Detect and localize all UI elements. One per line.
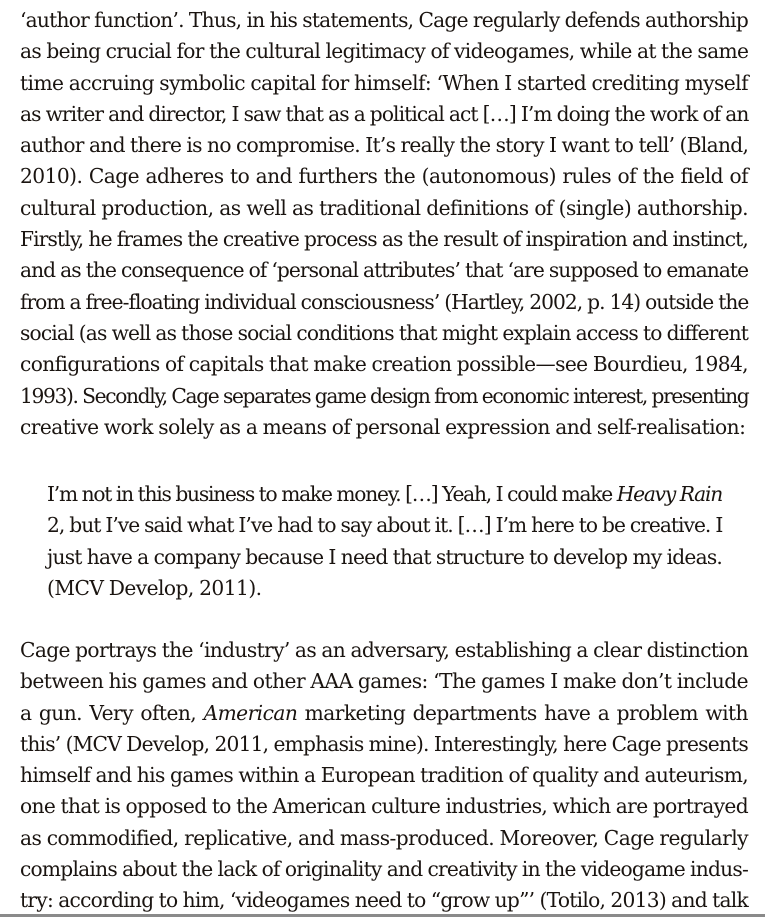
- paragraph-authorship: [20, 5, 748, 443]
- text-line: from a free-floating individual consciousness’ (Hartley, 2002, p. 14) outside the: [20, 289, 749, 314]
- text-line: one that is opposed to the American culture industries, which are portrayed: [20, 794, 748, 819]
- text-line: ‘author function’. Thus, in his statements, Cage regularly defends authorship: [20, 8, 748, 32]
- text-line: time accruing symbolic capital for himself: ‘When I started crediting myself: [20, 70, 748, 95]
- quote-citation: (MCV Develop, 2011).: [47, 575, 262, 600]
- text-line: and as the consequence of ‘personal attributes’ that ‘are supposed to emanate: [20, 258, 749, 283]
- quote-line: just have a company because I need that structure to develop my ideas.: [47, 544, 723, 569]
- emphasis-american: American: [203, 700, 298, 725]
- text-line: Cage portrays the ‘industry’ as an adversary, establishing a clear distinction: [20, 638, 749, 662]
- text-run: marketing departments have a problem with: [297, 700, 748, 725]
- text-run: a gun. Very often,: [20, 700, 204, 725]
- paragraph-industry: [20, 635, 748, 917]
- text-line: cultural production, as well as traditional definitions of (single) authorship.: [20, 195, 748, 220]
- game-title-heavy-rain: Heavy Rain: [616, 482, 722, 506]
- block-quote: [47, 479, 722, 604]
- text-line: this’ (MCV Develop, 2011, emphasis mine). Interestingly, here Cage presents: [20, 731, 748, 756]
- text-line: himself and his games within a European tradition of quality and auteurism,: [20, 763, 748, 788]
- text-line: as being crucial for the cultural legitimacy of videogames, while at the same: [20, 39, 749, 64]
- text-line: as writer and director, I saw that as a political act […] I’m doing the work of an: [20, 101, 749, 126]
- text-line: try: according to him, ‘videogames need to “grow up”’ (Totilo, 2013) and talk: [20, 888, 749, 913]
- text-line: complains about the lack of originality and creativity in the videogame indus-: [20, 857, 748, 882]
- text-line: Firstly, he frames the creative process as the result of inspiration and instinct,: [20, 227, 748, 252]
- text-line: 1993). Secondly, Cage separates game design from economic interest, presenting: [20, 383, 749, 408]
- text-line: as commodified, replicative, and mass-produced. Moreover, Cage regularly: [20, 825, 748, 850]
- quote-line: 2, but I’ve said what I’ve had to say about it. […] I’m here to be creative. I: [47, 513, 723, 538]
- quote-line: [47, 479, 722, 510]
- text-line: 2010). Cage adheres to and furthers the (autonomous) rules of the field of: [20, 164, 748, 189]
- text-line: between his games and other AAA games: ‘The games I make don’t include: [20, 669, 748, 694]
- quote-text: I’m not in this business to make money. […] Yeah, I could make: [47, 482, 617, 506]
- text-line: [20, 698, 748, 729]
- text-line: social (as well as those social conditions that might explain access to different: [20, 320, 748, 345]
- text-line: creative work solely as a means of personal expression and self-realisation:: [20, 414, 746, 439]
- text-line: author and there is no compromise. It’s really the story I want to tell’ (Bland,: [20, 133, 749, 158]
- text-line: configurations of capitals that make creation possible—see Bourdieu, 1984,: [20, 352, 748, 377]
